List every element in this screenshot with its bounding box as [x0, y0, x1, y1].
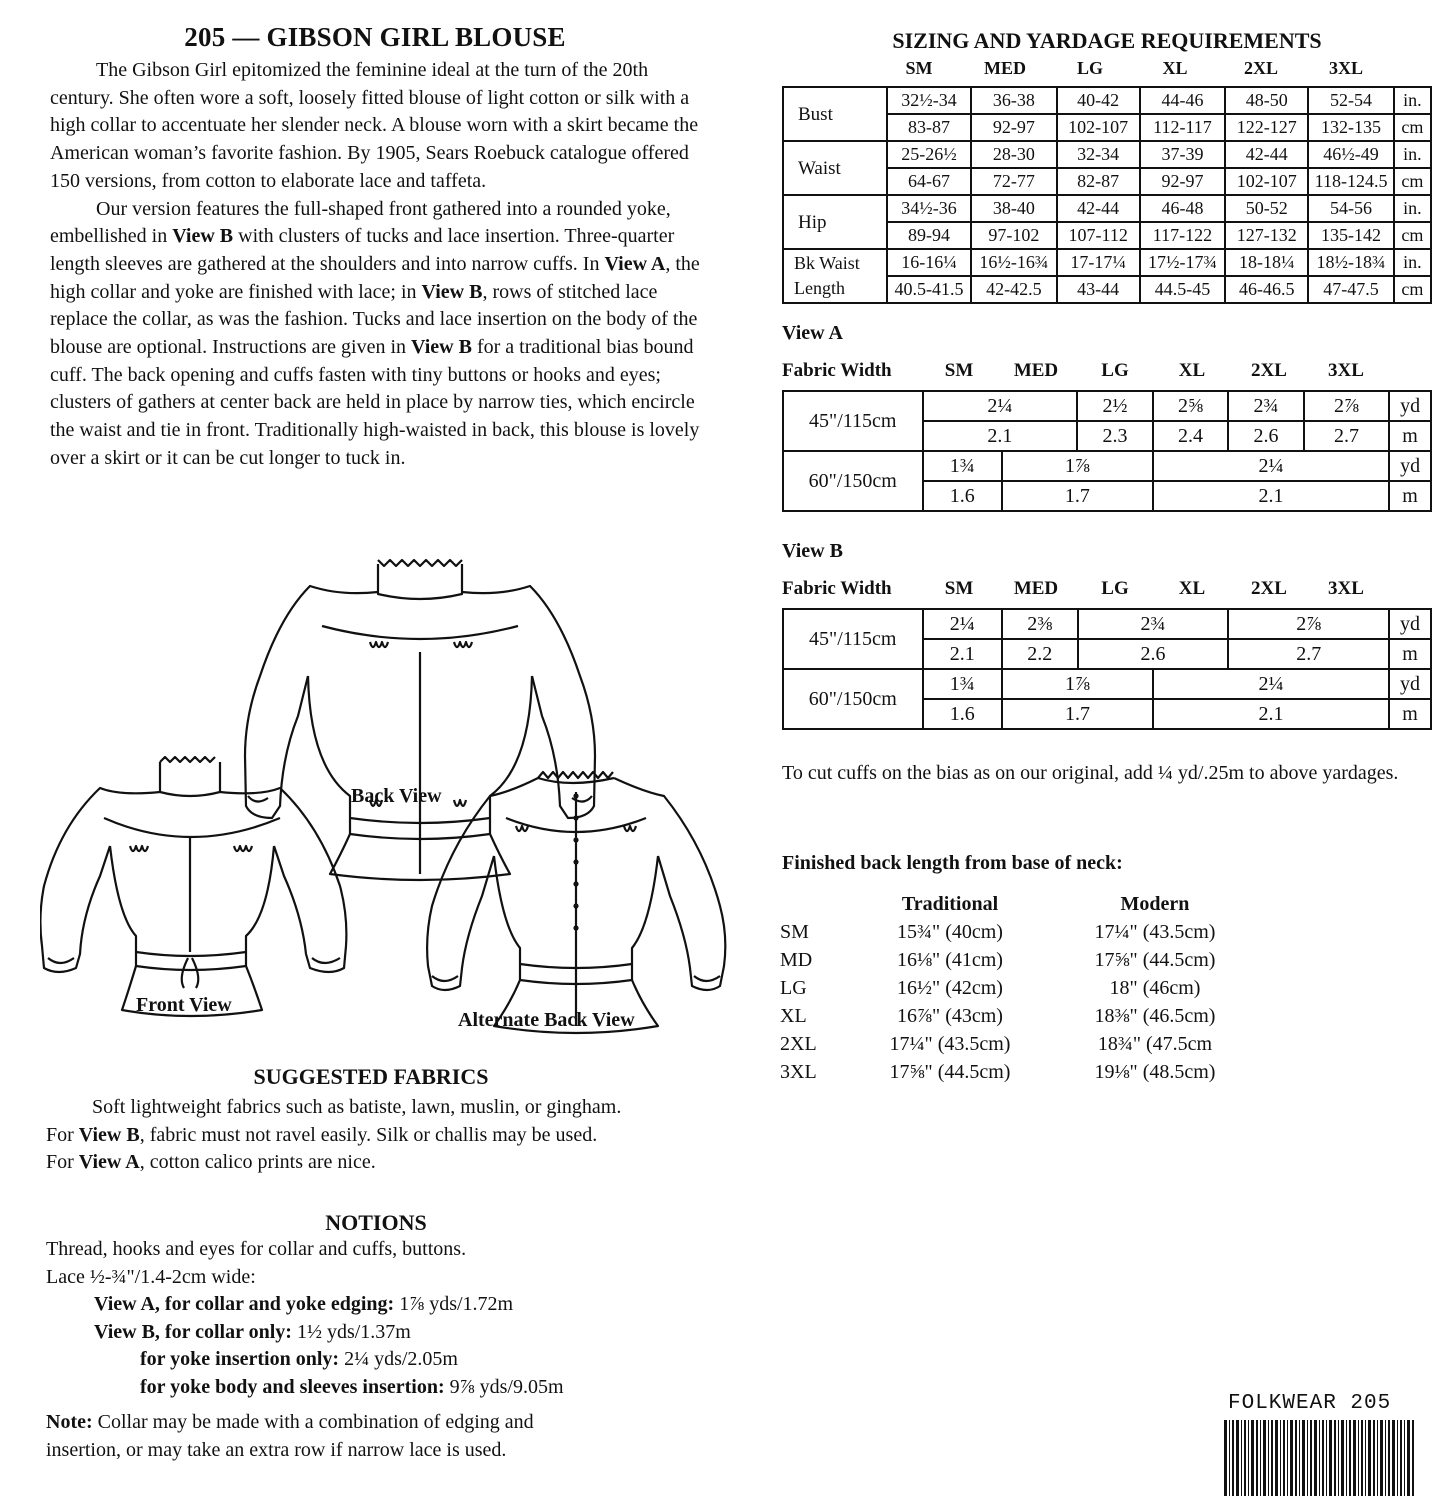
table-row: 2XL 17¼" (43.5cm) 18¾" (47.5cm [780, 1033, 1213, 1055]
suggested-fabrics-title: SUGGESTED FABRICS [253, 1064, 489, 1089]
blouse-illustrations [40, 556, 730, 1036]
view-b-title: View B [782, 540, 843, 562]
barcode-icon [1222, 1420, 1418, 1496]
sizing-title: SIZING AND YARDAGE REQUIREMENTS [892, 28, 1322, 53]
notions-line-6: for yoke body and sleeves insertion: 9⅞ yds/9.05m [140, 1375, 564, 1398]
front-view-drawing [40, 757, 346, 1016]
table-row: 2.1 2.2 2.6 2.7 m [783, 639, 1431, 669]
notions-note-line-2: insertion, or may take an extra row if narrow lace is used. [46, 1438, 507, 1461]
fabric-width-label: Fabric Width [782, 360, 892, 381]
view-a-title: View A [782, 322, 843, 344]
view-b-table [782, 608, 1432, 730]
row-label-waist: Waist [783, 141, 887, 195]
row-label-hip: Hip [783, 195, 887, 249]
table-row: Hip 34½-36 38-40 42-44 46-48 50-52 54-56 in. [783, 195, 1431, 222]
table-row: Bust 32½-34 36-38 40-42 44-46 48-50 52-54 in. [783, 87, 1431, 114]
sizing-table [782, 86, 1432, 304]
size-header-med: MED [984, 58, 1026, 78]
size-header-xl: XL [1162, 58, 1188, 78]
table-row: MD 16⅛" (41cm) 17⅝" (44.5cm) [780, 949, 1216, 971]
notions-section [46, 1210, 706, 1464]
cuffs-note: To cut cuffs on the bias as on our original, add ¼ yd/.25m to above yardages. [782, 762, 1399, 784]
notions-line-1: Thread, hooks and eyes for collar and cuffs, buttons. [46, 1238, 467, 1260]
table-row: SM 15¾" (40cm) 17¼" (43.5cm) [780, 921, 1216, 943]
back-view-drawing [245, 560, 595, 880]
table-row: 3XL 17⅝" (44.5cm) 19⅛" (48.5cm) [780, 1061, 1216, 1083]
table-row: 1.6 1.7 2.1 m [783, 699, 1431, 729]
left-column [50, 22, 700, 473]
table-row: 60"/150cm 1¾ 1⅞ 2¼ yd [783, 451, 1431, 481]
size-header-3xl: 3XL [1328, 58, 1363, 78]
view-b-header: Fabric Width SM MED LG XL 2XL 3XL [782, 578, 1364, 599]
table-row: Bk Waist Length 16-16¼ 16½-16¾ 17-17¼ 17½-17¾ 18-18¼ 18½-18¾ in. [783, 249, 1431, 276]
notions-title: NOTIONS [325, 1210, 427, 1235]
notions-line-3: View A, for collar and yoke edging: 1⅞ yds/1.72m [94, 1293, 514, 1315]
table-row: 64-67 72-77 82-87 92-97 102-107 118-124.5 cm [783, 168, 1431, 195]
back-length-title: Finished back length from base of neck: [782, 852, 1123, 874]
intro-paragraph-2: Our version features the full-shaped front gathered into a rounded yoke, embellished in View B with clusters of tucks and lace insertion. Three-quarter length sleeves are gathered at the shoulders and into narrow cuffs. In View A, the high collar and yoke are finished with lace; in View B, rows of stitched lace replace the collar, as was the fashion. Tucks and lace insertion on the body of the blouse are optional. Instructions are given in View B for a traditional bias bound cuff. The back opening and cuffs fasten with tiny buttons or hooks and eyes; clusters of gathers at center back are held in place by narrow ties, which encircle the waist and tie in front. Traditionally high-waisted in back, this blouse is lovely over a skirt or it can be cut longer to tuck in. [50, 197, 700, 469]
product-code: FOLKWEAR 205 [1228, 1392, 1392, 1415]
page-title: 205 — GIBSON GIRL BLOUSE [184, 22, 566, 52]
row-label-bk-waist-length: Bk Waist Length [783, 249, 887, 303]
notions-note-line-1: Note: Collar may be made with a combination of edging and [46, 1411, 534, 1433]
table-row: 1.6 1.7 2.1 m [783, 481, 1431, 511]
notions-line-5: for yoke insertion only: 2¼ yds/2.05m [140, 1348, 458, 1370]
table-row: 83-87 92-97 102-107 112-117 122-127 132-135 cm [783, 114, 1431, 141]
row-label-bust: Bust [783, 87, 887, 141]
sizing-header [876, 58, 1388, 79]
back-view-label: Back View [351, 785, 442, 807]
table-row: 45"/115cm 2¼ 2⅜ 2¾ 2⅞ yd [783, 609, 1431, 639]
table-row: 60"/150cm 1¾ 1⅞ 2¼ yd [783, 669, 1431, 699]
table-row: XL 16⅞" (43cm) 18⅜" (46.5cm) [780, 1005, 1216, 1027]
table-row: Waist 25-26½ 28-30 32-34 37-39 42-44 46½-49 in. [783, 141, 1431, 168]
table-row: LG 16½" (42cm) 18" (46cm) [780, 977, 1201, 999]
notions-line-2: Lace ½-¾"/1.4-2cm wide: [46, 1265, 256, 1288]
table-row: Traditional Modern [901, 893, 1190, 915]
size-header-sm: SM [905, 58, 933, 78]
size-header-lg: LG [1076, 58, 1103, 78]
front-view-label: Front View [136, 994, 232, 1016]
back-length-table [780, 890, 1270, 1086]
view-a-header: Fabric Width SM MED LG XL 2XL 3XL [782, 360, 1364, 381]
notions-line-4: View B, for collar only: 1½ yds/1.37m [94, 1320, 411, 1343]
table-row: 89-94 97-102 107-112 117-122 127-132 135-142 cm [783, 222, 1431, 249]
size-header-2xl: 2XL [1243, 58, 1278, 78]
suggested-fabrics-section [46, 1064, 696, 1177]
fabrics-line-2: For View B, fabric must not ravel easily. Silk or challis may be used. [46, 1123, 598, 1146]
table-row: 45"/115cm 2¼ 2½ 2⅝ 2¾ 2⅞ yd [783, 391, 1431, 421]
alternate-back-view-label: Alternate Back View [458, 1009, 635, 1031]
fabrics-line-1: Soft lightweight fabrics such as batiste, lawn, muslin, or gingham. [92, 1096, 622, 1118]
table-row: 2.1 2.3 2.4 2.6 2.7 m [783, 421, 1431, 451]
view-a-table [782, 390, 1432, 512]
alternate-back-view-drawing [427, 772, 725, 1033]
intro-paragraph-1: The Gibson Girl epitomized the feminine ideal at the turn of the 20th century. She often wore a soft, loosely fitted blouse of light cotton or silk with a high collar to accentuate her slender neck. A blouse worn with a skirt became the American woman’s favorite fashion. By 1905, Sears Roebuck catalogue offered 150 versions, from cotton to elaborate lace and taffeta. [50, 59, 699, 192]
table-row: 40.5-41.5 42-42.5 43-44 44.5-45 46-46.5 47-47.5 cm [783, 276, 1431, 303]
fabrics-line-3: For View A, cotton calico prints are nice. [46, 1151, 376, 1173]
